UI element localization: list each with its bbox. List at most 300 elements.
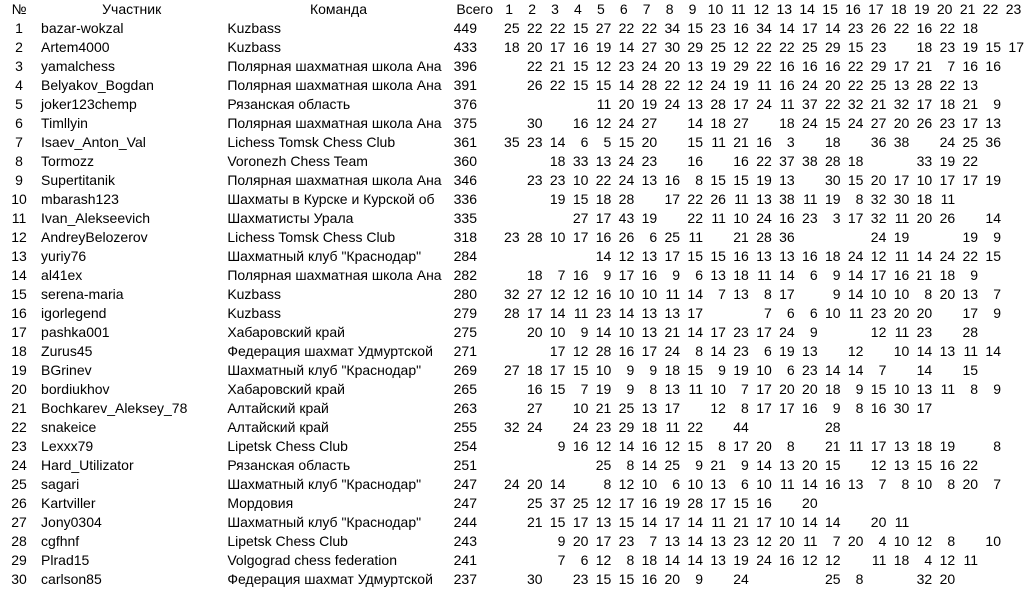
round-score-cell: 19 bbox=[595, 381, 612, 397]
header-round-2: 2 bbox=[528, 1, 536, 17]
round-score-cell: 28 bbox=[526, 229, 543, 245]
round-score-cell: 17 bbox=[595, 533, 612, 549]
round-score-cell: 43 bbox=[618, 210, 635, 226]
round-score-cell: 14 bbox=[847, 267, 864, 283]
total-cell: 254 bbox=[453, 438, 477, 454]
participant-cell: mbarash123 bbox=[41, 191, 119, 207]
team-cell: Хабаровский край bbox=[227, 381, 345, 397]
round-score-cell: 15 bbox=[847, 39, 864, 55]
round-score-cell: 24 bbox=[618, 153, 635, 169]
table-row bbox=[0, 114, 1025, 133]
round-score-cell: 32 bbox=[870, 210, 887, 226]
round-score-cell: 22 bbox=[526, 20, 543, 36]
round-score-cell bbox=[796, 418, 819, 437]
total-cell: 237 bbox=[453, 571, 477, 587]
round-score-cell: 28 bbox=[504, 305, 520, 321]
round-score-cell bbox=[1002, 380, 1025, 399]
total-cell: 263 bbox=[453, 400, 477, 416]
round-score-cell: 20 bbox=[779, 533, 795, 549]
team-cell: Шахматный клуб "Краснодар" bbox=[227, 248, 422, 264]
round-score-cell: 8 bbox=[649, 381, 658, 397]
round-score-cell: 16 bbox=[572, 438, 589, 454]
round-score-cell bbox=[956, 532, 979, 551]
round-score-cell: 6 bbox=[786, 305, 795, 321]
round-score-cell: 25 bbox=[664, 457, 681, 473]
round-score-cell: 13 bbox=[893, 77, 910, 93]
round-score-cell: 20 bbox=[893, 305, 910, 321]
round-score-cell: 11 bbox=[963, 552, 979, 568]
round-score-cell: 16 bbox=[962, 58, 979, 74]
round-score-cell: 22 bbox=[893, 20, 910, 36]
rank-cell: 20 bbox=[11, 381, 27, 397]
round-score-cell: 24 bbox=[618, 172, 635, 188]
round-score-cell: 20 bbox=[962, 476, 979, 492]
participant-cell: Belyakov_Bogdan bbox=[41, 77, 154, 93]
round-score-cell: 24 bbox=[756, 96, 772, 112]
total-cell: 449 bbox=[453, 20, 477, 36]
rank-cell: 30 bbox=[11, 571, 27, 587]
round-score-cell: 28 bbox=[756, 229, 772, 245]
round-score-cell: 24 bbox=[664, 96, 681, 112]
round-score-cell: 24 bbox=[939, 248, 956, 264]
round-score-cell: 14 bbox=[618, 39, 635, 55]
team-cell: Kuzbass bbox=[227, 39, 282, 55]
round-score-cell bbox=[1002, 266, 1025, 285]
round-score-cell bbox=[1002, 19, 1025, 38]
round-score-cell: 24 bbox=[870, 229, 887, 245]
round-score-cell: 23 bbox=[526, 172, 543, 188]
round-score-cell: 7 bbox=[741, 381, 749, 397]
round-score-cell: 25 bbox=[824, 571, 841, 587]
round-score-cell: 23 bbox=[733, 343, 749, 359]
round-score-cell bbox=[773, 570, 796, 589]
round-score-cell: 23 bbox=[572, 571, 589, 587]
round-score-cell: 18 bbox=[641, 419, 658, 435]
round-score-cell: 26 bbox=[870, 20, 887, 36]
round-score-cell bbox=[933, 494, 956, 513]
round-score-cell bbox=[544, 570, 567, 589]
round-score-cell: 44 bbox=[733, 419, 749, 435]
round-score-cell bbox=[956, 513, 979, 532]
round-score-cell bbox=[796, 437, 819, 456]
round-score-cell: 14 bbox=[549, 134, 566, 150]
round-score-cell: 29 bbox=[618, 419, 635, 435]
round-score-cell: 18 bbox=[916, 39, 933, 55]
total-cell: 244 bbox=[453, 514, 477, 530]
round-score-cell: 15 bbox=[985, 248, 1001, 264]
round-score-cell: 12 bbox=[756, 533, 772, 549]
round-score-cell bbox=[796, 570, 819, 589]
team-cell: Алтайский край bbox=[227, 419, 329, 435]
rank-cell: 17 bbox=[11, 324, 27, 340]
header-round-7: 7 bbox=[642, 1, 651, 17]
round-score-cell bbox=[498, 171, 521, 190]
round-score-cell: 24 bbox=[641, 58, 658, 74]
round-score-cell: 18 bbox=[504, 39, 520, 55]
round-score-cell bbox=[819, 228, 842, 247]
round-score-cell: 9 bbox=[649, 362, 658, 378]
team-cell: Полярная шахматная школа Ана bbox=[227, 58, 442, 74]
header-round-3: 3 bbox=[551, 1, 559, 17]
table-row bbox=[0, 266, 1025, 285]
round-score-cell bbox=[979, 361, 1002, 380]
round-score-cell: 22 bbox=[756, 58, 772, 74]
round-score-cell: 10 bbox=[687, 476, 703, 492]
rank-cell: 18 bbox=[11, 343, 27, 359]
round-score-cell: 11 bbox=[734, 191, 749, 207]
round-score-cell: 13 bbox=[779, 248, 795, 264]
round-score-cell: 7 bbox=[580, 381, 589, 397]
round-score-cell bbox=[704, 152, 727, 171]
table-row bbox=[0, 494, 1025, 513]
round-score-cell: 17 bbox=[549, 343, 566, 359]
round-score-cell: 20 bbox=[847, 533, 864, 549]
participant-cell: cgfhnf bbox=[41, 533, 80, 549]
total-cell: 376 bbox=[453, 96, 477, 112]
round-score-cell: 17 bbox=[870, 438, 887, 454]
round-score-cell: 16 bbox=[824, 58, 841, 74]
round-score-cell: 9 bbox=[741, 457, 749, 473]
round-score-cell bbox=[979, 399, 1002, 418]
round-score-cell: 11 bbox=[573, 305, 589, 321]
round-score-cell bbox=[566, 95, 589, 114]
round-score-cell: 28 bbox=[824, 153, 841, 169]
round-score-cell: 8 bbox=[924, 286, 933, 302]
round-score-cell: 20 bbox=[572, 533, 589, 549]
round-score-cell: 24 bbox=[756, 210, 772, 226]
table-row bbox=[0, 570, 1025, 589]
round-score-cell: 20 bbox=[870, 514, 887, 530]
round-score-cell: 17 bbox=[595, 210, 612, 226]
round-score-cell bbox=[1002, 361, 1025, 380]
round-score-cell: 15 bbox=[618, 134, 635, 150]
participant-cell: igorlegend bbox=[41, 305, 107, 321]
round-score-cell bbox=[1002, 437, 1025, 456]
round-score-cell: 34 bbox=[756, 20, 772, 36]
round-score-cell: 8 bbox=[947, 533, 956, 549]
total-cell: 251 bbox=[453, 457, 477, 473]
round-score-cell bbox=[864, 152, 887, 171]
rank-cell: 5 bbox=[15, 96, 23, 112]
round-score-cell: 22 bbox=[962, 248, 979, 264]
round-score-cell: 19 bbox=[962, 229, 979, 245]
round-score-cell: 18 bbox=[847, 153, 864, 169]
round-score-cell bbox=[887, 418, 910, 437]
round-score-cell: 23 bbox=[595, 419, 612, 435]
round-score-cell bbox=[956, 209, 979, 228]
header-round-16: 16 bbox=[845, 1, 861, 17]
table-row bbox=[0, 304, 1025, 323]
round-score-cell: 10 bbox=[916, 172, 933, 188]
round-score-cell: 15 bbox=[733, 495, 749, 511]
round-score-cell: 10 bbox=[893, 533, 910, 549]
round-score-cell: 14 bbox=[687, 514, 703, 530]
team-cell: Voronezh Chess Team bbox=[227, 153, 368, 169]
round-score-cell: 15 bbox=[824, 457, 841, 473]
round-score-cell: 25 bbox=[870, 77, 887, 93]
round-score-cell: 18 bbox=[893, 552, 910, 568]
round-score-cell: 28 bbox=[641, 77, 658, 93]
team-cell: Полярная шахматная школа Ана bbox=[227, 115, 442, 131]
round-score-cell: 20 bbox=[802, 381, 818, 397]
round-score-cell: 17 bbox=[618, 267, 635, 283]
round-score-cell: 14 bbox=[687, 324, 703, 340]
round-score-cell: 17 bbox=[779, 286, 795, 302]
round-score-cell: 17 bbox=[893, 172, 910, 188]
round-score-cell bbox=[544, 209, 567, 228]
round-score-cell: 27 bbox=[595, 20, 612, 36]
round-score-cell: 14 bbox=[802, 514, 818, 530]
round-score-cell: 22 bbox=[824, 96, 841, 112]
round-score-cell bbox=[658, 133, 681, 152]
total-cell: 318 bbox=[453, 229, 477, 245]
participant-cell: Timllyin bbox=[41, 115, 88, 131]
round-score-cell: 15 bbox=[687, 134, 703, 150]
table-row bbox=[0, 551, 1025, 570]
round-score-cell: 7 bbox=[557, 552, 566, 568]
round-score-cell: 15 bbox=[595, 77, 612, 93]
round-score-cell: 8 bbox=[695, 343, 703, 359]
round-score-cell: 12 bbox=[870, 248, 887, 264]
round-score-cell: 13 bbox=[733, 286, 749, 302]
round-score-cell: 23 bbox=[526, 134, 543, 150]
round-score-cell bbox=[521, 342, 544, 361]
team-cell: Kuzbass bbox=[227, 20, 282, 36]
total-cell: 433 bbox=[453, 39, 477, 55]
round-score-cell: 9 bbox=[993, 229, 1001, 245]
total-cell: 284 bbox=[453, 248, 477, 264]
round-score-cell: 15 bbox=[824, 115, 841, 131]
round-score-cell: 22 bbox=[756, 39, 772, 55]
rank-cell: 24 bbox=[11, 457, 27, 473]
team-cell: Шахматы в Курске и Курской об bbox=[227, 191, 435, 207]
round-score-cell bbox=[819, 342, 842, 361]
round-score-cell bbox=[910, 133, 933, 152]
round-score-cell: 18 bbox=[526, 267, 543, 283]
round-score-cell bbox=[933, 418, 956, 437]
table-row bbox=[0, 152, 1025, 171]
round-score-cell: 15 bbox=[870, 381, 887, 397]
round-score-cell: 19 bbox=[641, 210, 658, 226]
round-score-cell bbox=[864, 418, 887, 437]
round-score-cell: 13 bbox=[962, 77, 979, 93]
round-score-cell: 12 bbox=[870, 457, 887, 473]
round-score-cell: 17 bbox=[618, 495, 635, 511]
round-score-cell: 11 bbox=[894, 248, 910, 264]
round-score-cell: 14 bbox=[824, 362, 841, 378]
round-score-cell: 16 bbox=[687, 153, 703, 169]
rank-cell: 19 bbox=[11, 362, 27, 378]
participant-cell: BGrinev bbox=[41, 362, 92, 378]
round-score-cell bbox=[796, 133, 819, 152]
round-score-cell: 23 bbox=[549, 172, 566, 188]
round-score-cell: 13 bbox=[664, 305, 681, 321]
round-score-cell: 30 bbox=[526, 571, 543, 587]
round-score-cell: 12 bbox=[733, 39, 749, 55]
round-score-cell: 9 bbox=[603, 267, 612, 283]
round-score-cell bbox=[566, 247, 589, 266]
round-score-cell bbox=[498, 323, 521, 342]
round-score-cell bbox=[498, 456, 521, 475]
header-round-8: 8 bbox=[665, 1, 674, 17]
round-score-cell bbox=[498, 209, 521, 228]
round-score-cell: 11 bbox=[711, 514, 726, 530]
round-score-cell: 22 bbox=[595, 172, 612, 188]
round-score-cell: 21 bbox=[962, 96, 979, 112]
round-score-cell: 27 bbox=[526, 286, 543, 302]
round-score-cell: 22 bbox=[618, 20, 635, 36]
round-score-cell: 9 bbox=[580, 324, 589, 340]
round-score-cell: 11 bbox=[688, 381, 703, 397]
round-score-cell: 14 bbox=[687, 115, 703, 131]
round-score-cell bbox=[521, 532, 544, 551]
round-score-cell bbox=[979, 513, 1002, 532]
table-row bbox=[0, 513, 1025, 532]
round-score-cell: 17 bbox=[847, 210, 864, 226]
round-score-cell: 24 bbox=[664, 343, 681, 359]
table-row bbox=[0, 399, 1025, 418]
round-score-cell bbox=[498, 266, 521, 285]
round-score-cell: 11 bbox=[894, 324, 910, 340]
round-score-cell bbox=[842, 456, 865, 475]
team-cell: Lipetsk Chess Club bbox=[227, 533, 348, 549]
round-score-cell: 8 bbox=[603, 476, 612, 492]
round-score-cell: 18 bbox=[939, 267, 956, 283]
total-cell: 335 bbox=[453, 210, 477, 226]
round-score-cell: 15 bbox=[687, 20, 703, 36]
round-score-cell: 16 bbox=[733, 248, 749, 264]
round-score-cell: 22 bbox=[549, 77, 566, 93]
round-score-cell bbox=[819, 494, 842, 513]
round-score-cell: 13 bbox=[962, 286, 979, 302]
rank-cell: 29 bbox=[11, 552, 27, 568]
round-score-cell: 20 bbox=[802, 457, 818, 473]
round-score-cell: 10 bbox=[779, 514, 795, 530]
round-score-cell: 7 bbox=[649, 533, 658, 549]
team-cell: Lichess Tomsk Chess Club bbox=[227, 134, 396, 150]
round-score-cell: 13 bbox=[687, 58, 703, 74]
header-round-19: 19 bbox=[913, 1, 930, 17]
round-score-cell: 20 bbox=[939, 286, 956, 302]
round-score-cell: 15 bbox=[572, 20, 589, 36]
round-score-cell: 14 bbox=[687, 533, 703, 549]
round-score-cell: 20 bbox=[664, 571, 681, 587]
team-cell: Volgograd chess federation bbox=[227, 552, 397, 568]
round-score-cell bbox=[979, 418, 1002, 437]
round-score-cell: 11 bbox=[665, 286, 681, 302]
round-score-cell: 8 bbox=[741, 400, 749, 416]
round-score-cell: 22 bbox=[847, 58, 864, 74]
round-score-cell: 27 bbox=[504, 362, 520, 378]
round-score-cell: 28 bbox=[687, 495, 703, 511]
team-cell: Lipetsk Chess Club bbox=[227, 438, 348, 454]
round-score-cell: 17 bbox=[526, 305, 543, 321]
round-score-cell: 21 bbox=[526, 514, 543, 530]
header-round-11: 11 bbox=[731, 1, 746, 17]
round-score-cell bbox=[521, 95, 544, 114]
round-score-cell: 25 bbox=[526, 495, 543, 511]
round-score-cell: 16 bbox=[779, 552, 795, 568]
round-score-cell bbox=[498, 532, 521, 551]
round-score-cell bbox=[910, 228, 933, 247]
round-score-cell: 22 bbox=[847, 77, 864, 93]
header-row bbox=[0, 0, 1025, 19]
round-score-cell: 21 bbox=[664, 324, 681, 340]
round-score-cell bbox=[704, 570, 727, 589]
rank-cell: 28 bbox=[11, 533, 27, 549]
round-score-cell: 22 bbox=[962, 457, 979, 473]
round-score-cell: 6 bbox=[695, 267, 703, 283]
round-score-cell: 15 bbox=[687, 438, 703, 454]
round-score-cell: 17 bbox=[802, 20, 818, 36]
round-score-cell: 13 bbox=[939, 343, 956, 359]
round-score-cell: 10 bbox=[893, 343, 910, 359]
round-score-cell: 11 bbox=[688, 229, 703, 245]
round-score-cell: 37 bbox=[549, 495, 566, 511]
round-score-cell bbox=[1002, 247, 1025, 266]
round-score-cell: 11 bbox=[596, 96, 612, 112]
round-score-cell: 23 bbox=[618, 533, 635, 549]
rank-cell: 26 bbox=[11, 495, 27, 511]
round-score-cell: 12 bbox=[595, 115, 612, 131]
round-score-cell: 14 bbox=[687, 286, 703, 302]
round-score-cell bbox=[1002, 570, 1025, 589]
participant-cell: Jony0304 bbox=[41, 514, 102, 530]
round-score-cell bbox=[842, 418, 865, 437]
round-score-cell: 17 bbox=[756, 514, 772, 530]
round-score-cell: 20 bbox=[916, 210, 933, 226]
round-score-cell: 16 bbox=[733, 20, 749, 36]
round-score-cell: 8 bbox=[947, 476, 956, 492]
round-score-cell bbox=[887, 152, 910, 171]
round-score-cell: 26 bbox=[618, 229, 635, 245]
round-score-cell bbox=[933, 304, 956, 323]
round-score-cell: 17 bbox=[687, 305, 703, 321]
round-score-cell: 6 bbox=[763, 343, 772, 359]
round-score-cell: 17 bbox=[916, 400, 933, 416]
round-score-cell: 23 bbox=[939, 115, 956, 131]
round-score-cell: 21 bbox=[870, 96, 887, 112]
round-score-cell: 7 bbox=[993, 476, 1001, 492]
participant-cell: Tormozz bbox=[41, 153, 94, 169]
round-score-cell: 21 bbox=[824, 438, 841, 454]
round-score-cell bbox=[498, 551, 521, 570]
round-score-cell: 17 bbox=[664, 400, 681, 416]
round-score-cell bbox=[979, 570, 1002, 589]
round-score-cell: 27 bbox=[870, 115, 887, 131]
round-score-cell: 33 bbox=[916, 153, 933, 169]
participant-cell: Plrad15 bbox=[41, 552, 90, 568]
total-cell: 375 bbox=[453, 115, 477, 131]
round-score-cell: 16 bbox=[595, 286, 612, 302]
round-score-cell: 23 bbox=[641, 153, 658, 169]
round-score-cell bbox=[498, 190, 521, 209]
round-score-cell: 19 bbox=[939, 438, 956, 454]
round-score-cell: 10 bbox=[756, 362, 772, 378]
round-score-cell: 14 bbox=[618, 77, 635, 93]
round-score-cell: 19 bbox=[756, 172, 772, 188]
rank-cell: 10 bbox=[11, 191, 27, 207]
round-score-cell: 22 bbox=[756, 153, 772, 169]
round-score-cell: 15 bbox=[710, 172, 726, 188]
rank-cell: 16 bbox=[11, 305, 27, 321]
round-score-cell: 24 bbox=[504, 476, 520, 492]
team-cell: Мордовия bbox=[227, 495, 294, 511]
round-score-cell: 25 bbox=[504, 20, 520, 36]
round-score-cell bbox=[498, 513, 521, 532]
rank-cell: 1 bbox=[15, 20, 23, 36]
total-cell: 275 bbox=[453, 324, 477, 340]
